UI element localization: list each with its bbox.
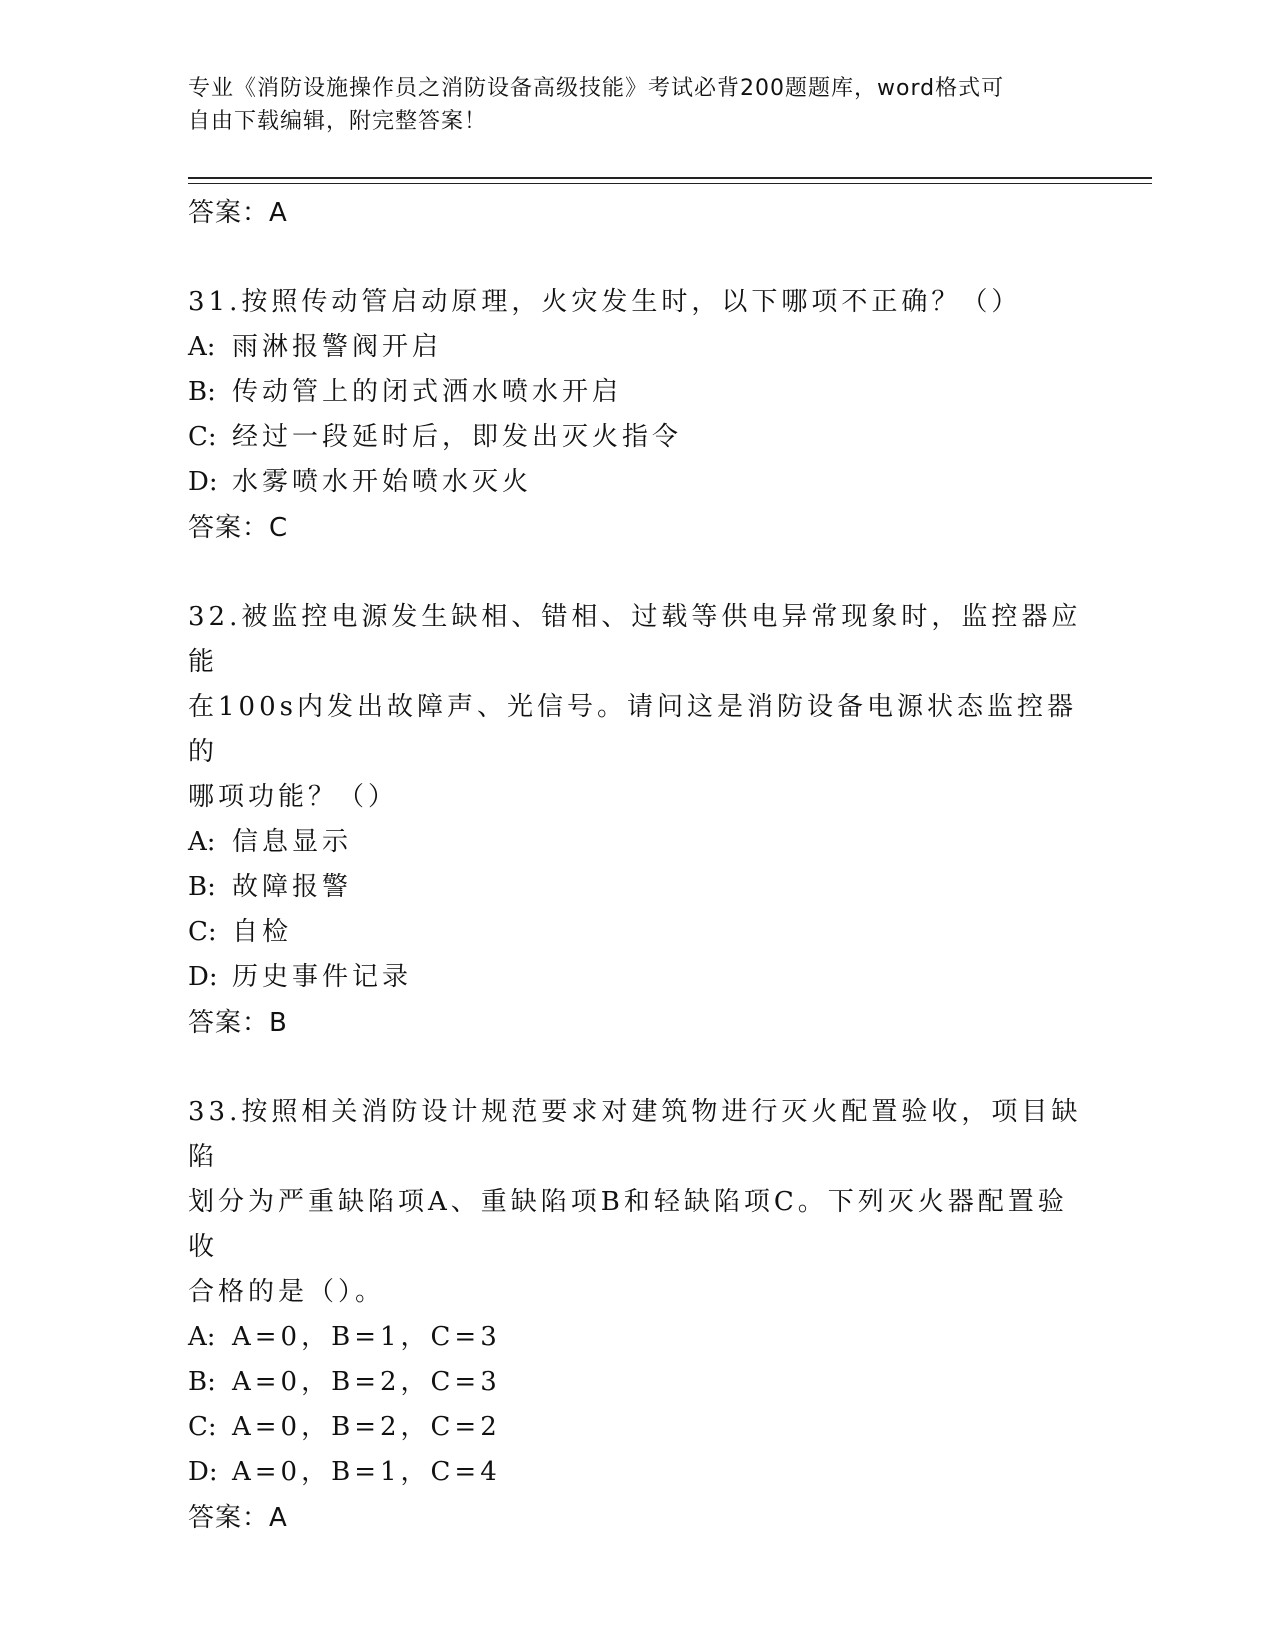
header-divider-thick [188, 177, 1152, 179]
option-b [188, 370, 1088, 415]
option-c [188, 415, 1088, 460]
option-letter: C: [188, 917, 217, 947]
question-stem-line: 划分为严重缺陷项A、重缺陷项B和轻缺陷项C。下列灭火器配置验收 [188, 1187, 1068, 1262]
question-33 [188, 1090, 1088, 1541]
option-letter: A: [188, 827, 216, 857]
option-d [188, 1450, 1088, 1495]
question-stem-line: 在100s内发出故障声、光信号。请问这是消防设备电源状态监控器的 [188, 692, 1077, 767]
option-letter: A: [188, 332, 216, 362]
option-a [188, 325, 1088, 370]
question-stem-line: 33.按照相关消防设计规范要求对建筑物进行灭火配置验收，项目缺陷 [188, 1097, 1082, 1172]
answer: 答案：C [188, 513, 289, 543]
option-text: 雨淋报警阀开启 [232, 332, 443, 362]
option-a [188, 1315, 1088, 1360]
option-d [188, 955, 1088, 1000]
option-text: A=0，B=2，C=2 [232, 1412, 501, 1442]
answer: 答案：A [188, 1503, 288, 1533]
option-text: 水雾喷水开始喷水灭火 [232, 467, 533, 497]
header-divider-thin [188, 183, 1152, 184]
question-stem [188, 1090, 1088, 1315]
answer: 答案：B [188, 1008, 288, 1038]
header-line-1: 专业《消防设施操作员之消防设备高级技能》考试必背200题题库，word格式可 [188, 76, 1005, 101]
question-stem-line: 31.按照传动管启动原理，火灾发生时，以下哪项不正确？（） [188, 287, 1022, 317]
question-stem-line: 32.被监控电源发生缺相、错相、过载等供电异常现象时，监控器应能 [188, 602, 1082, 677]
option-letter: A: [188, 1322, 216, 1352]
option-text: 历史事件记录 [232, 962, 413, 992]
header-line-2: 自由下载编辑，附完整答案！ [188, 109, 488, 134]
question-32 [188, 595, 1088, 1046]
option-letter: B: [188, 872, 216, 902]
question-stem [188, 595, 1088, 820]
option-text: 传动管上的闭式洒水喷水开启 [232, 377, 623, 407]
option-b [188, 865, 1088, 910]
option-text: 故障报警 [232, 872, 353, 902]
option-text: 自检 [232, 917, 293, 947]
option-c [188, 1405, 1088, 1450]
question-content [188, 190, 1088, 1541]
question-stem-line: 哪项功能？（） [188, 782, 399, 812]
option-text: A=0，B=1，C=4 [232, 1457, 501, 1487]
previous-answer: 答案：A [188, 198, 288, 228]
option-letter: B: [188, 1367, 216, 1397]
option-d [188, 460, 1088, 505]
option-letter: C: [188, 1412, 217, 1442]
page-header [188, 72, 1088, 138]
option-letter: D: [188, 467, 218, 497]
option-letter: B: [188, 377, 216, 407]
question-31 [188, 280, 1088, 551]
option-text: A=0，B=1，C=3 [232, 1322, 501, 1352]
option-text: 经过一段延时后，即发出灭火指令 [232, 422, 683, 452]
question-stem [188, 280, 1088, 325]
option-a [188, 820, 1088, 865]
option-letter: D: [188, 1457, 218, 1487]
question-stem-line: 合格的是（）。 [188, 1277, 386, 1307]
option-b [188, 1360, 1088, 1405]
option-letter: C: [188, 422, 217, 452]
option-letter: D: [188, 962, 218, 992]
option-c [188, 910, 1088, 955]
option-text: A=0，B=2，C=3 [232, 1367, 501, 1397]
option-text: 信息显示 [232, 827, 353, 857]
